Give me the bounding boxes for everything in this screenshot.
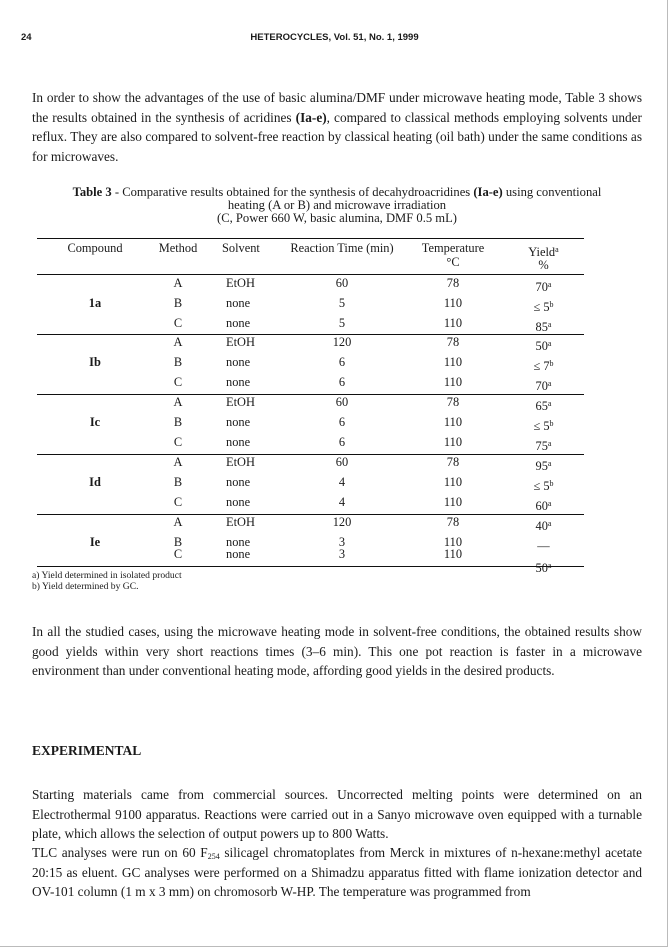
cell-yield: [503, 540, 584, 553]
cell-method: A: [173, 455, 183, 469]
compound-label: Ic: [89, 415, 101, 429]
cell-solvent: EtOH: [226, 395, 255, 409]
cell-yield: [503, 520, 584, 533]
yield-value: ≤ 5: [533, 479, 550, 493]
yield-value: 50: [535, 339, 548, 353]
yield-footnote-mark: a: [547, 379, 552, 388]
cell-yield: [503, 340, 584, 353]
yield-footnote-mark: a: [547, 339, 552, 348]
header-temperature: Temperature: [421, 241, 485, 255]
yield-footnote-mark: a: [547, 459, 552, 468]
cell-yield: [503, 500, 584, 513]
cell-yield: [503, 380, 584, 393]
cell-method: B: [173, 355, 183, 369]
cell-solvent: none: [226, 475, 251, 489]
yield-value: ≤ 7: [533, 359, 550, 373]
cell-temp: 78: [446, 455, 460, 469]
caption-label: Table 3: [72, 185, 112, 199]
cell-method: A: [173, 335, 183, 349]
cell-yield: [503, 321, 584, 334]
caption-line-3: (C, Power 660 W, basic alumina, DMF 0.5 mL): [217, 211, 457, 225]
experimental-paragraph-1: Starting materials came from commercial sources. Uncorrected melting points were determined on an Electrothermal 9100 apparatus. Reactions were carried out in a Sanyo microwave oven equipped with a turnable plate, which allows the selection of output powers up to 800 Watts.: [32, 787, 642, 841]
cell-method: C: [173, 495, 183, 509]
cell-method: C: [173, 316, 183, 330]
cell-temp: 110: [443, 495, 463, 509]
yield-value: 40: [535, 519, 548, 533]
table-bottom-rule: [37, 566, 584, 567]
yield-footnote-mark: a: [547, 399, 552, 408]
cell-yield: [503, 480, 584, 493]
cell-solvent: none: [226, 296, 251, 310]
cell-time: 4: [338, 495, 346, 509]
yield-footnote-mark: b: [549, 419, 554, 428]
results-paragraph: In all the studied cases, using the microwave heating mode in solvent-free conditions, the obtained results show good yields within very short reactions times (3–6 min). This one pot reaction is faster in a microwave environment than under conventional heating mode, affording good yields in the desired products.: [32, 624, 642, 678]
cell-temp: 110: [443, 535, 463, 549]
exp-text-2: silicagel chromatoplates from Merck in mixtures of n-hexane:methyl acetate 20:15 as eluent. GC analyses were performed on a Shimadzu apparatus fitted with flame ionization detector and OV-101 column (1 m x 3 mm) on chromosorb W-HP. The temperature was programmed from: [32, 845, 642, 899]
cell-temp: 110: [443, 415, 463, 429]
cell-solvent: EtOH: [226, 276, 255, 290]
yield-value: 65: [535, 399, 548, 413]
cell-method: A: [173, 395, 183, 409]
yield-value: ≤ 5: [533, 300, 550, 314]
compound-label: 1a: [88, 296, 102, 310]
yield-footnote-mark: a: [547, 499, 552, 508]
running-head: HETEROCYCLES, Vol. 51, No. 1, 1999: [250, 32, 419, 43]
header-temperature-unit: °C: [446, 255, 460, 269]
cell-solvent: none: [226, 355, 251, 369]
yield-footnote-mark: b: [549, 359, 554, 368]
cell-time: 4: [338, 475, 346, 489]
cell-temp: 110: [443, 435, 463, 449]
cell-time: 3: [338, 547, 346, 561]
cell-time: 60: [335, 276, 349, 290]
header-yield-label: Yield: [528, 245, 556, 259]
cell-time: 120: [332, 335, 352, 349]
group-rule: [37, 454, 584, 455]
cell-time: 6: [338, 435, 346, 449]
compound-label: Id: [89, 475, 101, 489]
cell-solvent: EtOH: [226, 455, 255, 469]
cell-method: C: [173, 547, 183, 561]
cell-yield: [503, 420, 584, 433]
cell-temp: 110: [443, 375, 463, 389]
cell-method: B: [173, 296, 183, 310]
yield-value: 60: [535, 499, 548, 513]
yield-footnote-mark: a: [547, 519, 552, 528]
cell-time: 6: [338, 375, 346, 389]
header-solvent: Solvent: [222, 241, 260, 255]
cell-temp: 110: [443, 475, 463, 489]
cell-method: B: [173, 535, 183, 549]
yield-footnote-mark: a: [547, 561, 552, 570]
group-rule: [37, 514, 584, 515]
footnote-a: a) Yield determined in isolated product: [32, 570, 182, 581]
yield-footnote-mark: a: [547, 280, 552, 289]
header-compound: Compound: [67, 241, 123, 255]
cell-solvent: none: [226, 415, 251, 429]
yield-footnote-mark: b: [549, 300, 554, 309]
cell-solvent: none: [226, 316, 251, 330]
header-yield-unit: %: [538, 258, 549, 272]
yield-footnote-mark: a: [547, 439, 552, 448]
yield-value: 95: [535, 459, 548, 473]
caption-line-2: heating (A or B) and microwave irradiation: [227, 198, 447, 212]
cell-time: 60: [335, 395, 349, 409]
cell-yield: [503, 440, 584, 453]
section-heading-experimental: EXPERIMENTAL: [32, 743, 142, 758]
cell-yield: [503, 360, 584, 373]
cell-yield: [503, 400, 584, 413]
cell-yield: [503, 281, 584, 294]
yield-value: 70: [535, 280, 548, 294]
cell-solvent: EtOH: [226, 335, 255, 349]
exp-text-1: TLC analyses were run on 60 F: [32, 845, 208, 860]
experimental-paragraph-2: [32, 843, 642, 902]
caption-compound-ref: (Ia-e): [473, 185, 503, 199]
yield-footnote-mark: a: [547, 320, 552, 329]
yield-value: 75: [535, 439, 548, 453]
cell-time: 3: [338, 535, 346, 549]
cell-solvent: none: [226, 435, 251, 449]
yield-value: 85: [535, 320, 548, 334]
table-top-rule: [37, 238, 584, 239]
compound-label: Ie: [89, 535, 101, 549]
intro-text-2: , compared to classical methods employing solvents under reflux. They are also compared to solvent-free reaction by classical heating (oil bath) under the same conditions as for microwaves.: [32, 109, 642, 164]
group-rule: [37, 394, 584, 395]
page-number: 24: [21, 32, 32, 43]
header-reaction-time: Reaction Time (min): [290, 241, 394, 255]
cell-solvent: none: [226, 375, 251, 389]
cell-time: 6: [338, 415, 346, 429]
cell-temp: 78: [446, 515, 460, 529]
caption-text-1: - Comparative results obtained for the synthesis of decahydroacridines: [111, 185, 474, 199]
table-caption: [32, 186, 642, 225]
cell-temp: 78: [446, 335, 460, 349]
cell-temp: 110: [443, 296, 463, 310]
group-rule: [37, 334, 584, 335]
cell-time: 5: [338, 296, 346, 310]
cell-method: B: [173, 415, 183, 429]
yield-value: 50: [535, 561, 548, 575]
cell-method: A: [173, 276, 183, 290]
cell-temp: 78: [446, 395, 460, 409]
cell-temp: 110: [443, 316, 463, 330]
cell-time: 120: [332, 515, 352, 529]
compound-label: Ib: [89, 355, 101, 369]
cell-temp: 78: [446, 276, 460, 290]
cell-yield: [503, 460, 584, 473]
cell-time: 60: [335, 455, 349, 469]
header-yield-sup: a: [555, 245, 559, 254]
yield-value: —: [537, 539, 550, 553]
yield-value: ≤ 5: [533, 419, 550, 433]
cell-solvent: none: [226, 547, 251, 561]
yield-footnote-mark: b: [549, 479, 554, 488]
cell-solvent: none: [226, 495, 251, 509]
caption-text-2: using conventional: [502, 185, 602, 199]
cell-solvent: EtOH: [226, 515, 255, 529]
group-rule: [37, 274, 584, 275]
cell-time: 5: [338, 316, 346, 330]
cell-yield: [503, 301, 584, 314]
intro-compound-ref: (Ia-e): [295, 109, 327, 125]
cell-method: C: [173, 435, 183, 449]
cell-method: C: [173, 375, 183, 389]
yield-value: 70: [535, 379, 548, 393]
cell-method: A: [173, 515, 183, 529]
exp-subscript: 254: [207, 852, 220, 861]
cell-time: 6: [338, 355, 346, 369]
cell-temp: 110: [443, 547, 463, 561]
intro-paragraph: [32, 88, 642, 166]
cell-method: B: [173, 475, 183, 489]
header-method: Method: [158, 241, 198, 255]
footnote-b: b) Yield determined by GC.: [32, 581, 139, 592]
cell-temp: 110: [443, 355, 463, 369]
cell-yield: [503, 562, 584, 575]
intro-text-1: In order to show the advantages of the use of basic alumina/DMF under microwave heating mode, Table 3 shows the results obtained in the synthesis of acridines: [32, 90, 642, 125]
cell-solvent: none: [226, 535, 251, 549]
